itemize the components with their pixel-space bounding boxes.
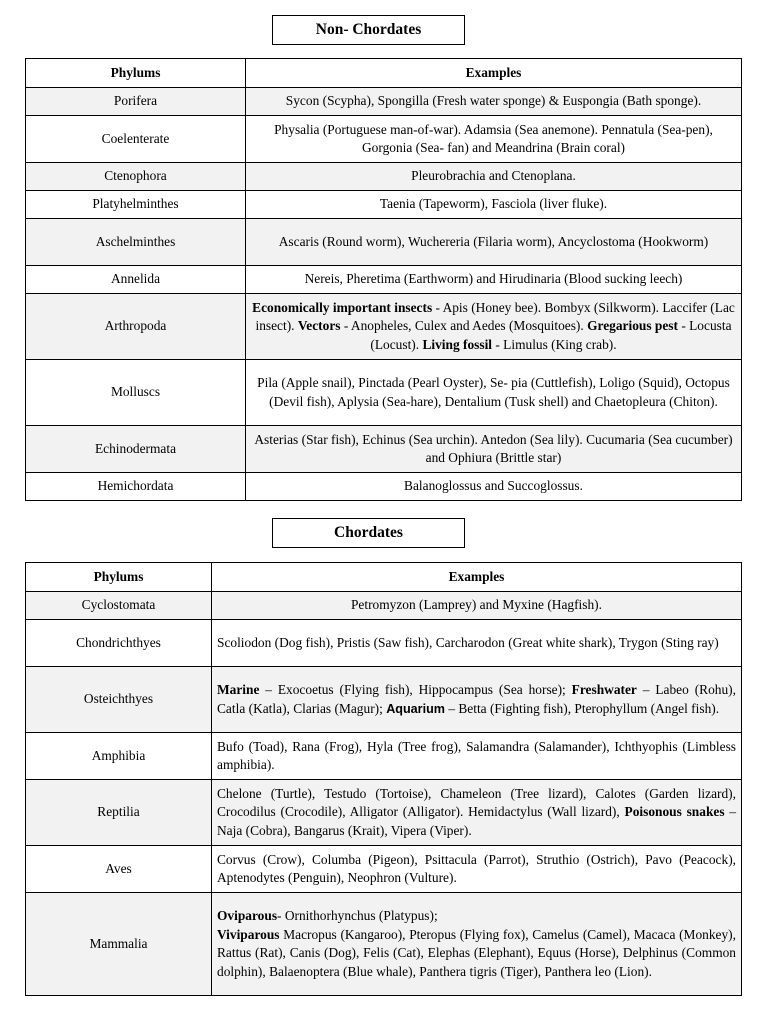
emphasis-text: Living fossil: [422, 336, 493, 352]
phylum-cell: Molluscs: [26, 360, 246, 426]
chordates-title: Chordates: [272, 518, 465, 548]
examples-text: – Exocoetus (Flying fish), Hippocampus (Sea horse);: [259, 682, 572, 697]
examples-text: - Anopheles, Culex and Aedes (Mosquitoes).: [340, 318, 588, 334]
table-row: [26, 88, 742, 116]
phylum-cell: Porifera: [26, 88, 246, 116]
table-row: [26, 620, 742, 667]
examples-cell: Corvus (Crow), Columba (Pigeon), Psittacula (Parrot), Struthio (Ostrich), Pavo (Peacock), Aptenodytes (Penguin), Neophron (Vulture).: [212, 846, 742, 893]
examples-cell: [212, 667, 742, 733]
examples-text: - Apis (Honey bee). Bombyx (Silkworm). Laccifer (Lac insect).: [255, 299, 735, 334]
table-row: [26, 893, 742, 996]
table-header-row: [26, 59, 742, 88]
examples-text: - Locusta (Locust).: [370, 318, 732, 352]
examples-cell: Taenia (Tapeworm), Fasciola (liver fluke).: [246, 191, 742, 219]
table-row: [26, 163, 742, 191]
table-header-row: [26, 563, 742, 592]
examples-text: – Naja (Cobra), Bangarus (Krait), Vipera (Viper).: [217, 804, 737, 838]
phylum-cell: Coelenterate: [26, 116, 246, 163]
examples-cell: Petromyzon (Lamprey) and Myxine (Hagfish).: [212, 592, 742, 620]
phylum-cell: Platyhelminthes: [26, 191, 246, 219]
table-row: [26, 360, 742, 426]
emphasis-text: Marine: [217, 682, 260, 697]
phylum-cell: Ctenophora: [26, 163, 246, 191]
examples-cell: Pila (Apple snail), Pinctada (Pearl Oyster), Se- pia (Cuttlefish), Loligo (Squid), Octopus (Devil fish), Aplysia (Sea-hare), Dentalium (Tusk shell) and Chaetopleura (Chiton).: [246, 360, 742, 426]
table-row: [26, 592, 742, 620]
table-row: [26, 780, 742, 846]
emphasis-text: Freshwater: [571, 682, 637, 697]
phylum-header: Phylums: [26, 59, 246, 88]
phylum-cell: Hemichordata: [26, 473, 246, 501]
emphasis-text: Vectors: [297, 318, 341, 334]
emphasis-text: Viviparous: [217, 926, 280, 942]
table-row: [26, 473, 742, 501]
table-row: [26, 667, 742, 733]
phylum-cell: Amphibia: [26, 733, 212, 780]
phylum-cell: Osteichthyes: [26, 667, 212, 733]
table-row: [26, 219, 742, 266]
emphasis-text: Aquarium: [386, 701, 445, 716]
chordates-table: [25, 562, 742, 996]
emphasis-text: Economically important insects: [252, 299, 433, 315]
emphasis-text: Oviparous: [217, 908, 278, 923]
table-row: [26, 116, 742, 163]
phylum-cell: Aves: [26, 846, 212, 893]
examples-cell: [212, 780, 742, 846]
phylum-cell: Chondrichthyes: [26, 620, 212, 667]
examples-header: Examples: [246, 59, 742, 88]
examples-cell: Physalia (Portuguese man-of-war). Adamsia (Sea anemone). Pennatula (Sea-pen), Gorgonia (Sea- fan) and Meandrina (Brain coral): [246, 116, 742, 163]
non-chordates-table: [25, 58, 742, 501]
examples-text: Chelone (Turtle), Testudo (Tortoise), Chameleon (Tree lizard), Calotes (Garden lizard), Crocodilus (Crocodile), Alligator (Alligator). Hemidactylus (Wall lizard),: [217, 785, 736, 820]
phylum-cell: Mammalia: [26, 893, 212, 996]
examples-cell: Ascaris (Round worm), Wuchereria (Filaria worm), Ancyclostoma (Hookworm): [246, 219, 742, 266]
examples-text: - Limulus (King crab).: [492, 336, 617, 352]
examples-cell: Sycon (Scypha), Spongilla (Fresh water sponge) & Euspongia (Bath sponge).: [246, 88, 742, 116]
phylum-cell: Reptilia: [26, 780, 212, 846]
table-row: [26, 294, 742, 360]
non-chordates-title: Non- Chordates: [272, 15, 465, 45]
phylum-cell: Echinodermata: [26, 426, 246, 473]
phylum-cell: Annelida: [26, 266, 246, 294]
examples-text: – Betta (Fighting fish), Pterophyllum (Angel fish).: [444, 700, 720, 716]
table-row: [26, 426, 742, 473]
examples-cell: Balanoglossus and Succoglossus.: [246, 473, 742, 501]
emphasis-text: Poisonous snakes: [624, 804, 725, 820]
phylum-header: Phylums: [26, 563, 212, 592]
table-row: [26, 733, 742, 780]
examples-cell: Nereis, Pheretima (Earthworm) and Hirudinaria (Blood sucking leech): [246, 266, 742, 294]
emphasis-text: Gregarious pest: [587, 318, 678, 334]
examples-header: Examples: [212, 563, 742, 592]
phylum-cell: Arthropoda: [26, 294, 246, 360]
examples-cell: Scoliodon (Dog fish), Pristis (Saw fish), Carcharodon (Great white shark), Trygon (Sting ray): [212, 620, 742, 667]
examples-cell: Pleurobrachia and Ctenoplana.: [246, 163, 742, 191]
examples-text: – Labeo (Rohu), Catla (Katla), Clarias (Magur);: [217, 682, 736, 716]
phylum-cell: Cyclostomata: [26, 592, 212, 620]
examples-cell: Bufo (Toad), Rana (Frog), Hyla (Tree frog), Salamandra (Salamander), Ichthyophis (Limbless amphibia).: [212, 733, 742, 780]
phylum-cell: Aschelminthes: [26, 219, 246, 266]
examples-cell: Asterias (Star fish), Echinus (Sea urchin). Antedon (Sea lily). Cucumaria (Sea cucumber) and Ophiura (Brittle star): [246, 426, 742, 473]
table-row: [26, 191, 742, 219]
examples-text: - Ornithorhynchus (Platypus);: [277, 908, 438, 923]
examples-text: Macropus (Kangaroo), Pteropus (Flying fox), Camelus (Camel), Macaca (Monkey), Rattus (Rat), Canis (Dog), Felis (Cat), Elephas (Elephant), Equus (Horse), Delphinus (Common dolphin), Balaenoptera (Blue whale), Panthera tigris (Tiger), Panthera leo (Lion).: [217, 926, 736, 979]
examples-cell: [246, 294, 742, 360]
table-row: [26, 846, 742, 893]
table-row: [26, 266, 742, 294]
examples-cell: [212, 893, 742, 996]
